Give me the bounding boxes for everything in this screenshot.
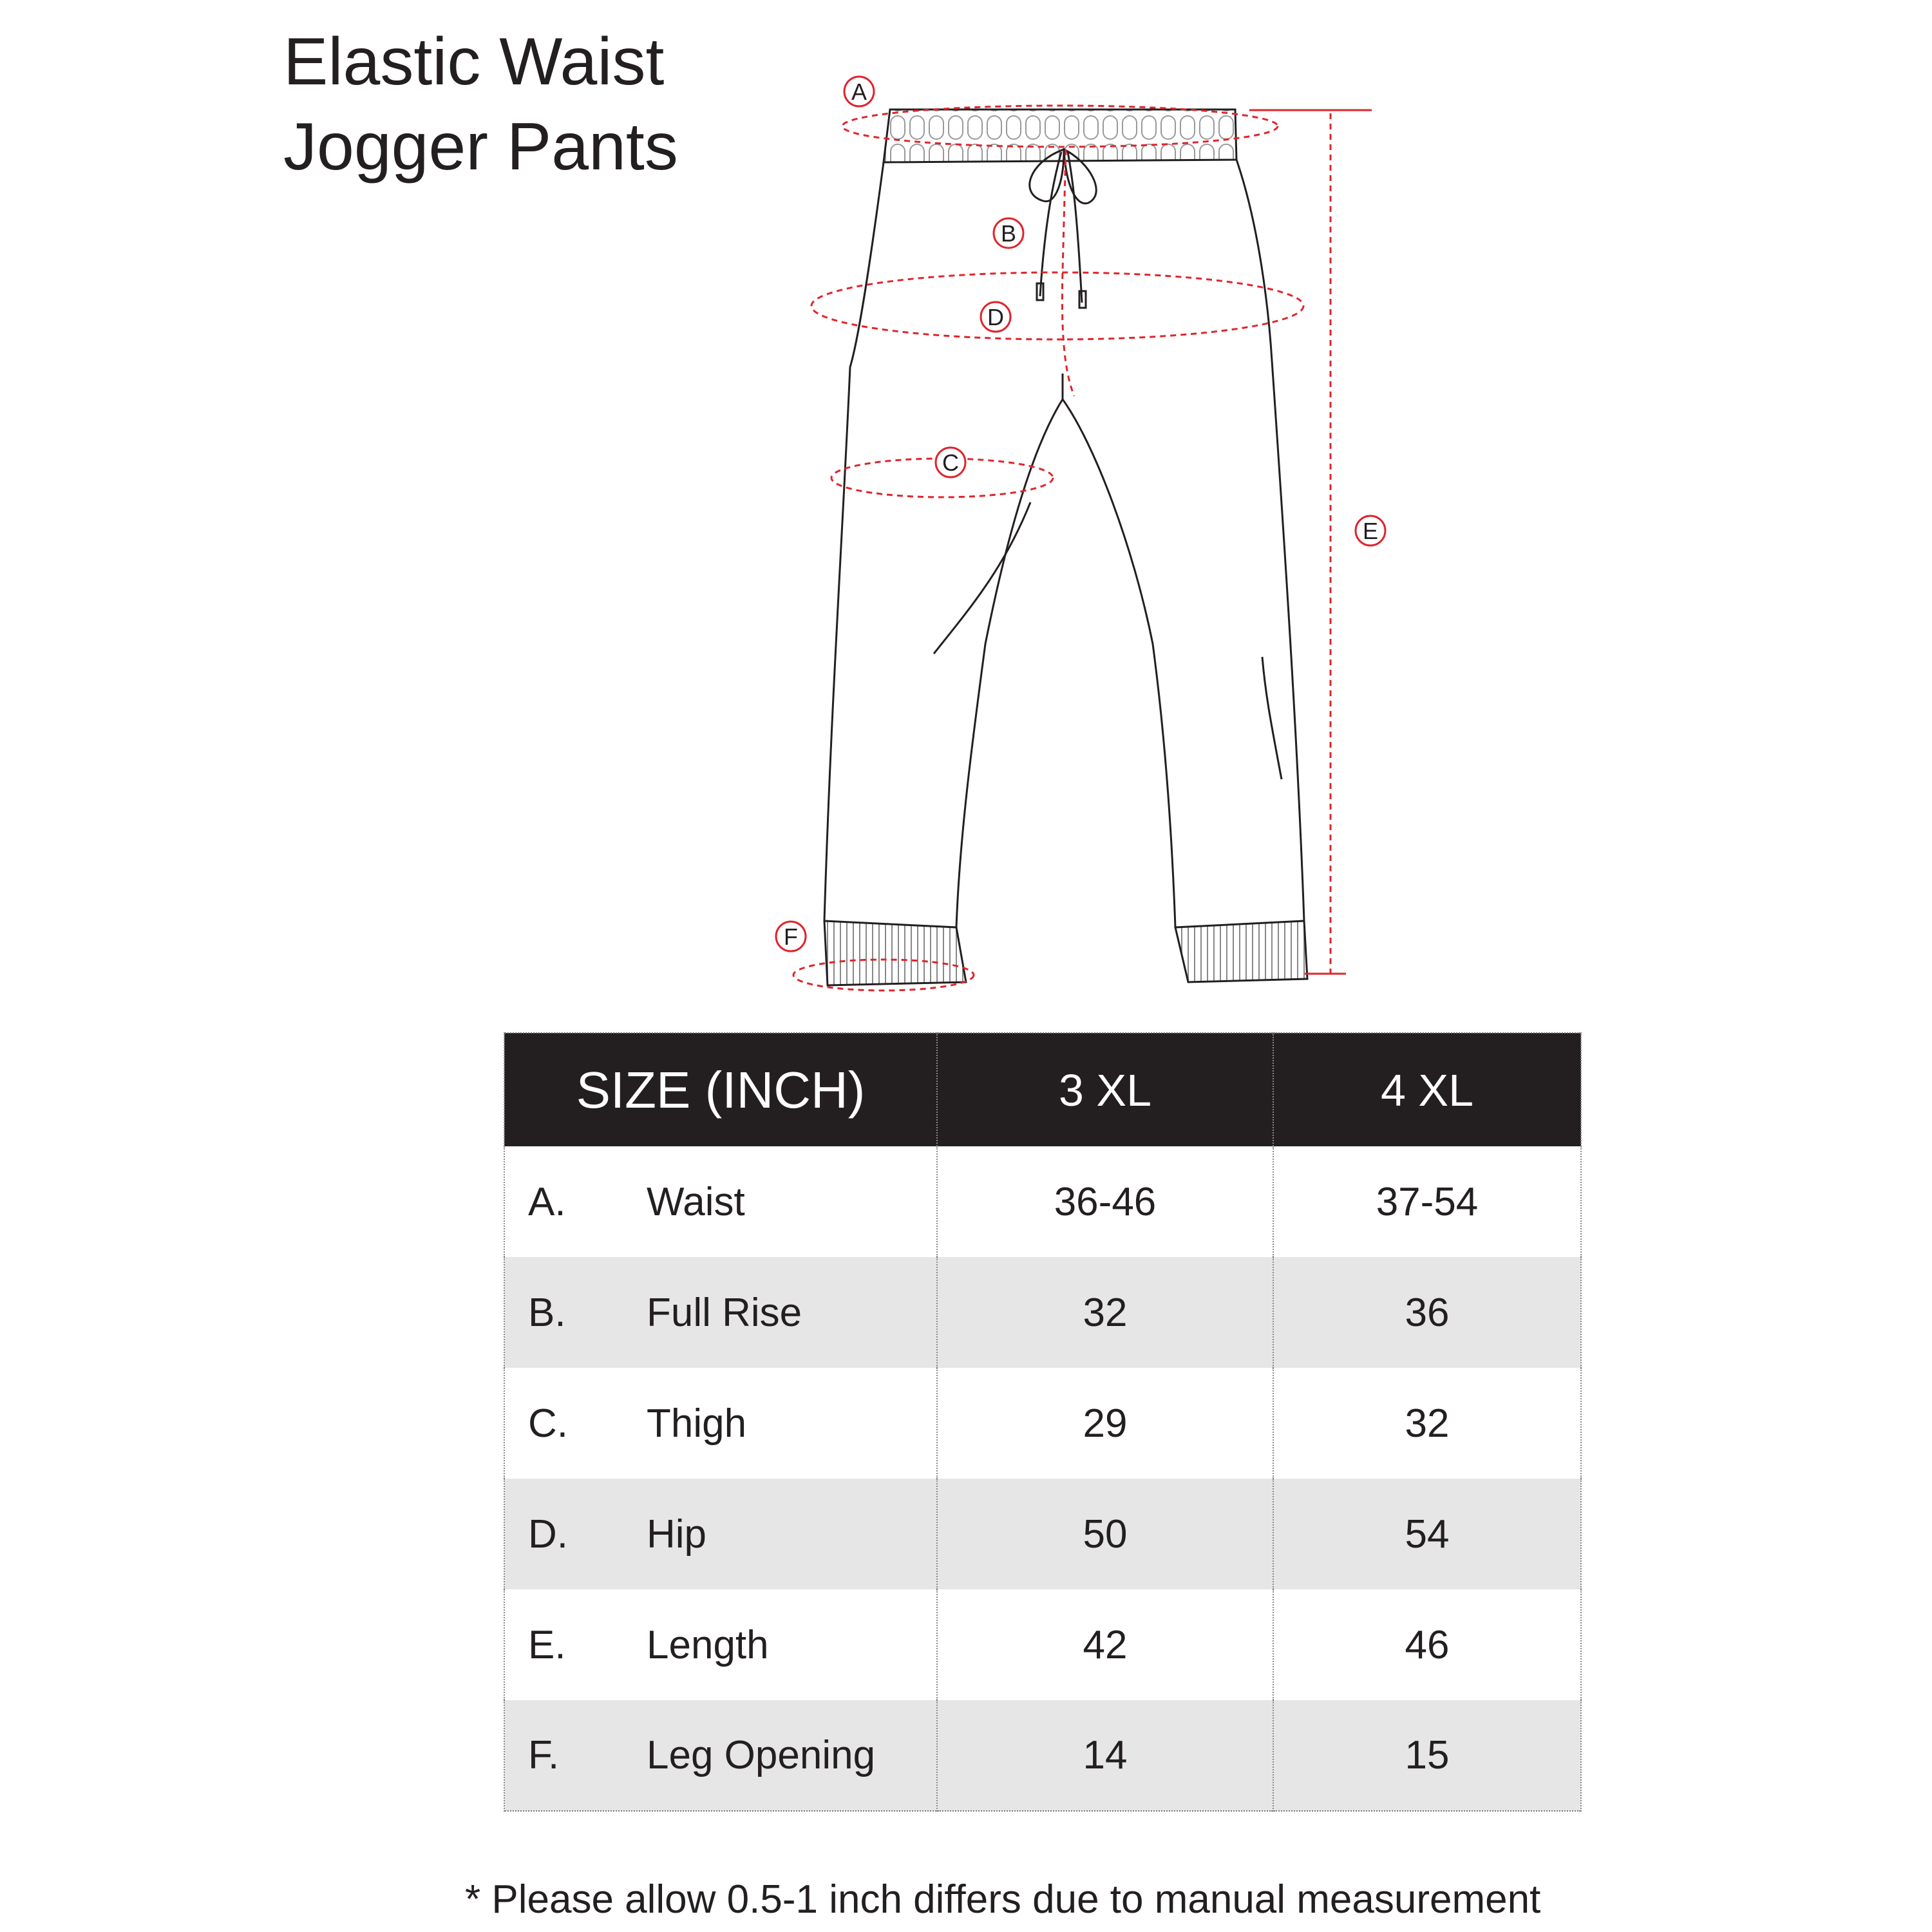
value-3xl: 50	[937, 1479, 1273, 1589]
value-3xl: 29	[937, 1368, 1273, 1479]
measurement-name: Hip	[647, 1511, 707, 1557]
measurement-cell	[504, 1589, 937, 1700]
value-4xl: 46	[1273, 1589, 1581, 1700]
value-3xl: 36-46	[937, 1146, 1273, 1257]
value-3xl: 42	[937, 1589, 1273, 1700]
marker-b-label: B	[1000, 220, 1017, 247]
measurement-letter: D.	[528, 1511, 568, 1557]
value-4xl: 37-54	[1273, 1146, 1581, 1257]
marker-c	[936, 448, 965, 477]
value-4xl: 54	[1273, 1479, 1581, 1589]
size-4xl-header: 4 XL	[1273, 1033, 1581, 1146]
measurement-name: Leg Opening	[647, 1733, 876, 1777]
measurement-name: Length	[647, 1622, 769, 1667]
product-title-line1: Elastic Waist	[283, 24, 665, 99]
marker-a-label: A	[851, 79, 867, 105]
measurement-cell	[504, 1257, 937, 1368]
table-row	[504, 1700, 1581, 1811]
value-3xl: 14	[937, 1700, 1273, 1811]
value-4xl: 32	[1273, 1368, 1581, 1479]
table-row	[504, 1589, 1581, 1700]
size-chart-table	[504, 1032, 1582, 1812]
product-title-line2: Jogger Pants	[283, 109, 678, 184]
value-4xl: 15	[1273, 1700, 1581, 1811]
marker-c-label: C	[942, 450, 959, 476]
value-4xl: 36	[1273, 1257, 1581, 1368]
measurement-letter: A.	[528, 1179, 566, 1224]
measurement-cell	[504, 1479, 937, 1589]
measurement-cell	[504, 1700, 937, 1811]
measurement-letter: B.	[528, 1290, 566, 1335]
table-row	[504, 1146, 1581, 1257]
measurement-name: Thigh	[647, 1401, 747, 1446]
measurement-footnote: * Please allow 0.5-1 inch differs due to manual measurement	[465, 1877, 1541, 1922]
table-row	[504, 1368, 1581, 1479]
marker-e-label: E	[1362, 518, 1379, 544]
table-row	[504, 1257, 1581, 1368]
measurement-letter: E.	[528, 1622, 566, 1667]
size-header-row	[504, 1033, 1581, 1146]
marker-d-label: D	[987, 304, 1004, 330]
table-row	[504, 1479, 1581, 1589]
measurement-name: Waist	[647, 1179, 745, 1224]
marker-b	[994, 218, 1023, 248]
measurement-cell	[504, 1146, 937, 1257]
size-unit-header: SIZE (INCH)	[504, 1033, 937, 1146]
marker-f-label: F	[784, 923, 798, 950]
marker-a	[844, 77, 874, 106]
marker-e	[1356, 516, 1385, 545]
measurement-cell	[504, 1368, 937, 1479]
pants-outline	[824, 109, 1307, 985]
hip-measure-line	[811, 272, 1303, 339]
measurement-letter: F.	[528, 1733, 560, 1777]
measurement-name: Full Rise	[647, 1290, 802, 1335]
marker-d	[981, 302, 1010, 332]
size-3xl-header: 3 XL	[937, 1033, 1273, 1146]
value-3xl: 32	[937, 1257, 1273, 1368]
measurement-letter: C.	[528, 1401, 568, 1446]
marker-f	[776, 922, 806, 951]
